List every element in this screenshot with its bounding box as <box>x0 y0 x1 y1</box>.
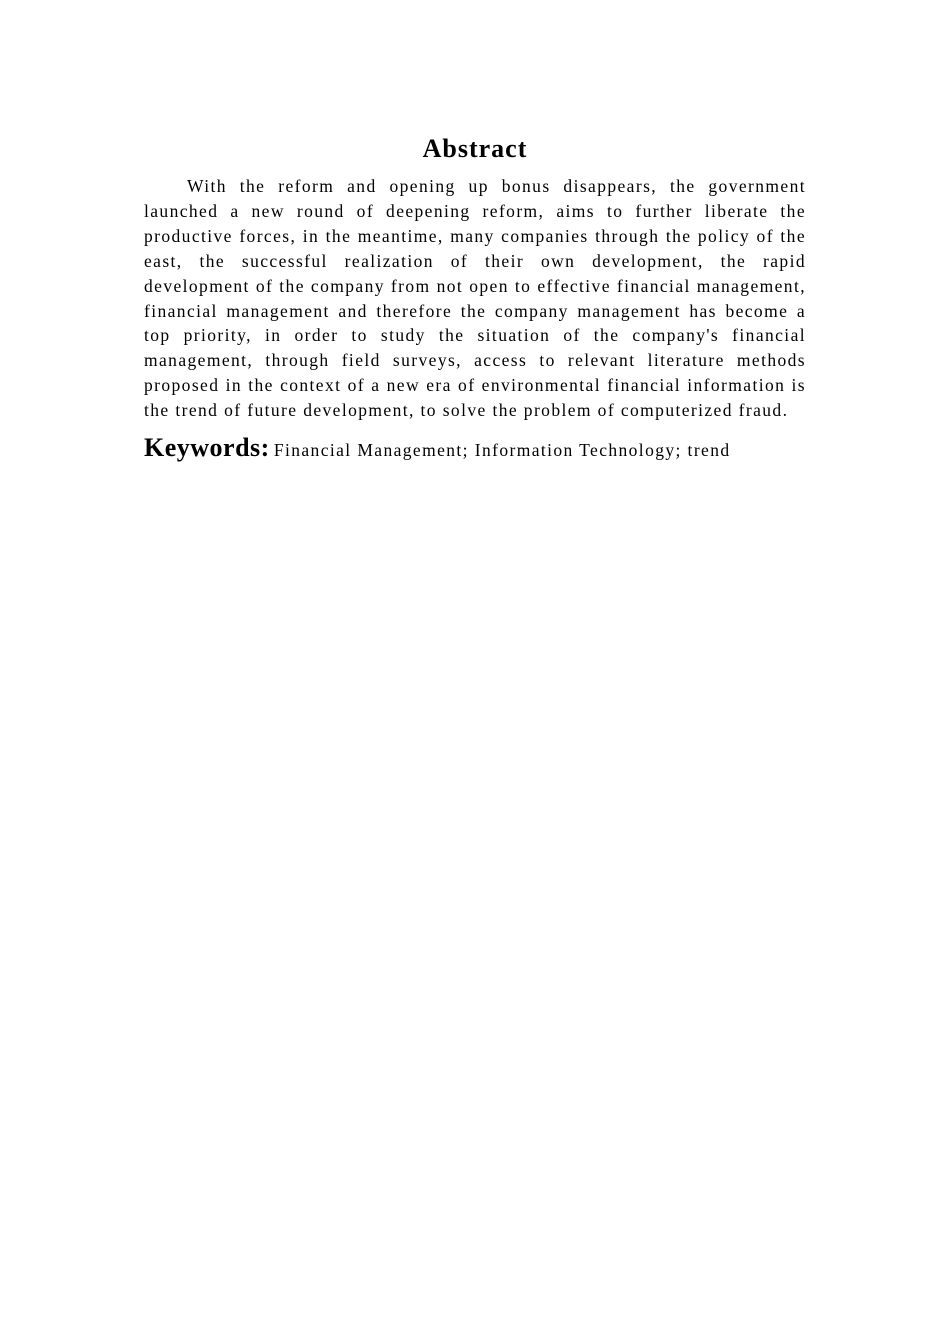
abstract-body: With the reform and opening up bonus disappears, the government launched a new round of deepening reform, aims to further liberate the productive forces, in the meantime, many companies through the policy of the east, the successful realization of their own development, the rapid development of the company from not open to effective financial management, financial management and therefore the company management has become a top priority, in order to study the situation of the company's financial management, through field surveys, access to relevant literature methods proposed in the context of a new era of environmental financial information is the trend of future development, to solve the problem of computerized fraud. <box>144 176 806 421</box>
abstract-section <box>144 134 806 467</box>
keywords-label: Keywords: <box>144 433 270 463</box>
keywords-value: Financial Management; Information Technology; trend <box>273 440 731 461</box>
abstract-title: Abstract <box>422 134 528 163</box>
keywords-line <box>144 433 806 467</box>
